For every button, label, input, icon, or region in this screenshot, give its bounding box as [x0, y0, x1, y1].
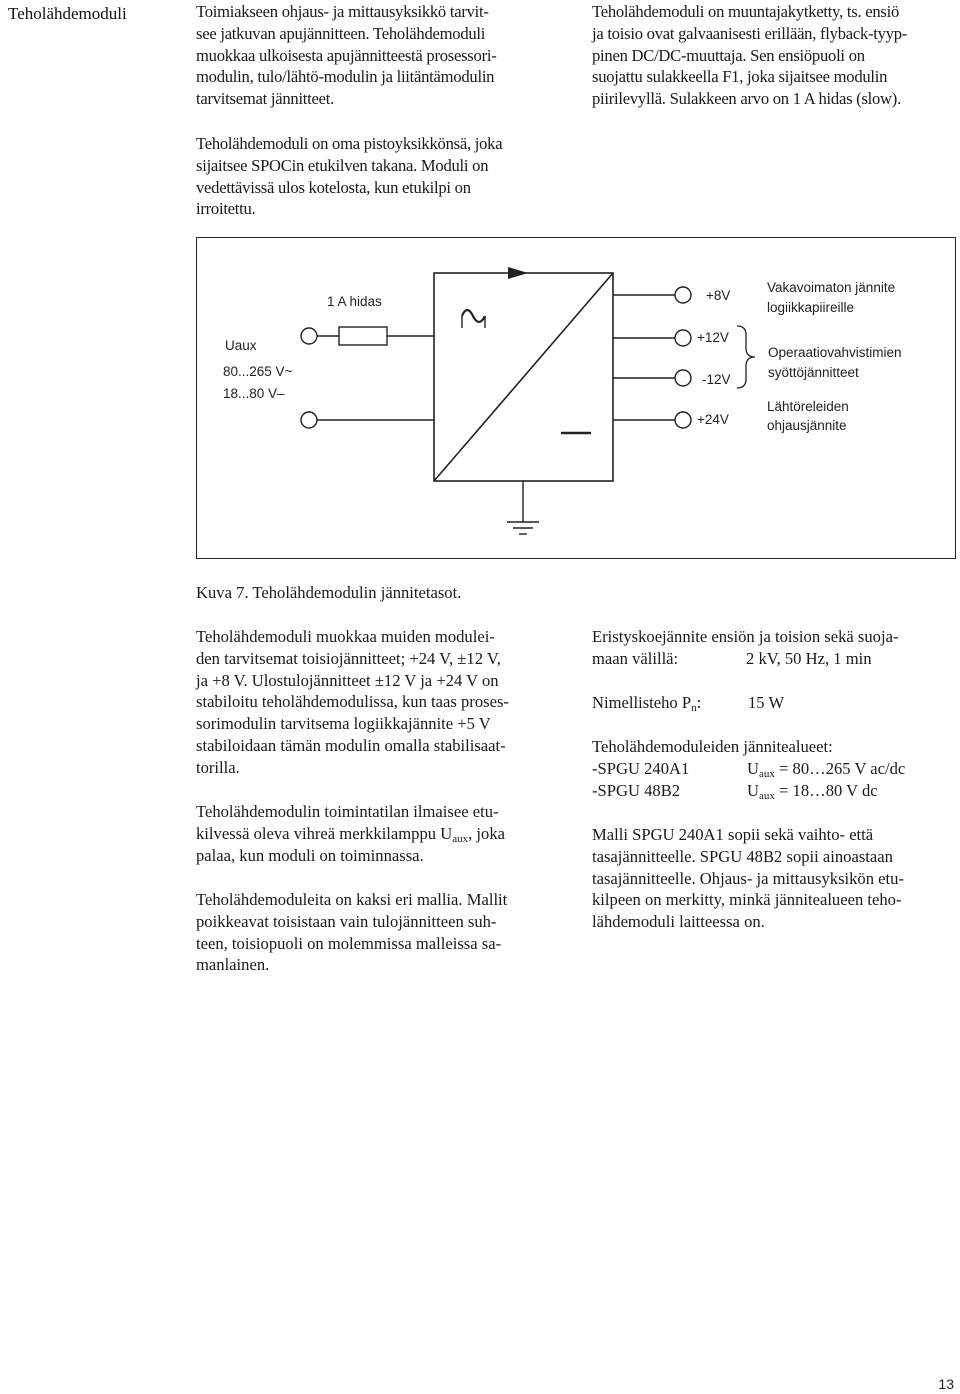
- ranges-heading: Teholähdemoduleiden jännitealueet:: [592, 737, 833, 756]
- text-line: irroitettu.: [196, 199, 256, 219]
- output-terminal-24v: [613, 412, 691, 428]
- text-line: sijaitsee SPOCin etukilven takana. Moduli on: [196, 155, 489, 175]
- model-240a1-range: $U_{aux}$ = 80…265 V ac/dc: [747, 759, 906, 780]
- text-line: tasajännitteelle. SPGU 48B2 sopii ainoastaan: [592, 846, 893, 866]
- uaux-terminal-dc: [301, 412, 434, 428]
- text-line: kilpeen on merkitty, minkä jännitealueen teho-: [592, 890, 902, 910]
- intro-paragraph: [196, 1, 561, 110]
- text-line: palaa, kun moduli on toiminnassa.: [196, 845, 424, 865]
- text-line: lähdemoduli laitteessa on.: [592, 912, 765, 932]
- converter-block: [434, 267, 613, 481]
- text-line: den tarvitsemat toisiojännitteet; +24 V, ±12 V,: [196, 648, 501, 668]
- insulation-label: maan välillä:: [592, 649, 679, 668]
- text-line: vedettävissä ulos kotelosta, kun etukilpi on: [196, 177, 471, 197]
- text-line: stabiloitu teholähdemodulissa, kun taas proses-: [196, 692, 509, 712]
- text-line: tarvitsemat jännitteet.: [196, 89, 335, 109]
- text-line: stabiloidaan tämän modulin omalla stabilisaat-: [196, 735, 506, 755]
- fuse-symbol: [339, 327, 434, 345]
- insulation-spec: [592, 626, 957, 670]
- text-line: Teholähdemoduli on oma pistoyksikkönsä, joka: [196, 134, 503, 153]
- logic-supply-text-line1: Vakavoimaton jännite: [767, 280, 896, 295]
- model-marking-paragraph: [592, 824, 957, 933]
- text-line: Toimiakseen ohjaus- ja mittausyksikkö tarvit-: [196, 2, 489, 21]
- uaux-terminal-ac: [301, 328, 339, 344]
- output-terminal-p12v: [613, 330, 691, 346]
- insulation-value: 2 kV, 50 Hz, 1 min: [746, 649, 872, 668]
- ac-sine-icon: [462, 310, 485, 322]
- relay-supply-text-line1: Lähtöreleiden: [767, 399, 849, 414]
- opamp-supply-text-line2: syöttöjännitteet: [768, 365, 859, 380]
- models-paragraph: [196, 889, 561, 976]
- text-line: tasajännitteelle. Ohjaus- ja mittausyksikön etu-: [592, 868, 904, 888]
- plug-in-unit-paragraph: [196, 133, 561, 220]
- text-line: Teholähdemoduli muokkaa muiden modulei-: [196, 627, 495, 646]
- text-line: ja +8 V. Ulostulojännitteet ±12 V ja +24 V on: [196, 670, 499, 690]
- text-line: modulin, tulo/lähtö-modulin ja liitäntämodulin: [196, 67, 495, 87]
- section-heading: Teholähdemoduli: [8, 4, 127, 23]
- model-48b2-range: $U_{aux}$ = 18…80 V dc: [747, 781, 878, 802]
- text-line: piirilevyllä. Sulakkeen arvo on 1 A hidas (slow).: [592, 89, 901, 109]
- diagram-canvas: [197, 238, 957, 560]
- ac-range-label: 80...265 V~: [223, 364, 293, 379]
- text-line: torilla.: [196, 757, 240, 777]
- text-line: Teholähdemodulin toimintatilan ilmaisee etu-: [196, 802, 499, 821]
- voltage-ranges-spec: [592, 736, 957, 802]
- output-p12v-label: +12V: [697, 330, 729, 345]
- logic-supply-text-line2: logiikkapiireille: [767, 300, 855, 315]
- text-line: see jatkuvan apujännitteen. Teholähdemoduli: [196, 23, 486, 43]
- text-line: teen, toisiopuoli on molemmissa malleissa sa-: [196, 933, 502, 953]
- fuse-label: 1 A hidas: [327, 294, 382, 309]
- indicator-led-paragraph: [196, 801, 561, 866]
- output-terminal-m12v: [613, 370, 691, 386]
- output-terminal-8v: [613, 287, 691, 303]
- voltage-levels-diagram: [196, 237, 956, 559]
- uaux-label: Uaux: [225, 338, 257, 353]
- text-line: suojattu sulakkeella F1, joka sijaitsee modulin: [592, 67, 888, 87]
- model-240a1-name: -SPGU 240A1: [592, 759, 690, 778]
- ground-symbol: [507, 481, 539, 534]
- dc-range-label: 18...80 V–: [223, 386, 285, 401]
- text-line: Teholähdemoduleita on kaksi eri mallia. Mallit: [196, 890, 508, 909]
- relay-supply-text-line2: ohjausjännite: [767, 418, 847, 433]
- model-48b2-name: -SPGU 48B2: [592, 781, 681, 800]
- text-line: manlainen.: [196, 955, 270, 975]
- text-line: poikkeavat toisistaan vain tulojännitteen suh-: [196, 911, 497, 931]
- text-line: ja toisio ovat galvaanisesti erillään, flyback-tyyp-: [592, 23, 908, 43]
- output-8v-label: +8V: [706, 288, 731, 303]
- rated-power-value: 15 W: [748, 693, 785, 712]
- text-line: Teholähdemoduli on muuntajakytketty, ts. ensiö: [592, 2, 900, 21]
- text-line: muokkaa ulkoisesta apujännitteestä prosessori-: [196, 45, 497, 65]
- page-number: 13: [938, 1376, 954, 1392]
- rated-power-spec: [592, 692, 957, 714]
- output-m12v-label: -12V: [702, 372, 731, 387]
- text-line: Eristyskoejännite ensiön ja toision sekä suoja-: [592, 627, 899, 646]
- output-24v-label: +24V: [697, 412, 729, 427]
- rated-power-label: Nimellisteho $P_n$:: [592, 693, 702, 714]
- brace-icon: [737, 326, 755, 388]
- opamp-supply-text-line1: Operaatiovahvistimien: [768, 345, 902, 360]
- text-line: pinen DC/DC-muuttaja. Sen ensiöpuoli on: [592, 45, 865, 65]
- text-line: sorimodulin tarvitsema logiikkajännite +5 V: [196, 714, 491, 734]
- text-line: Malli SPGU 240A1 sopii sekä vaihto- että: [592, 825, 874, 844]
- outputs-paragraph: [196, 626, 561, 779]
- direction-arrow-icon: [508, 267, 528, 279]
- figure-caption: Kuva 7. Teholähdemodulin jännitetasot.: [196, 583, 462, 602]
- converter-paragraph: [592, 1, 957, 110]
- text-line: kilvessä oleva vihreä merkkilamppu $U_{aux}$, joka: [196, 823, 505, 845]
